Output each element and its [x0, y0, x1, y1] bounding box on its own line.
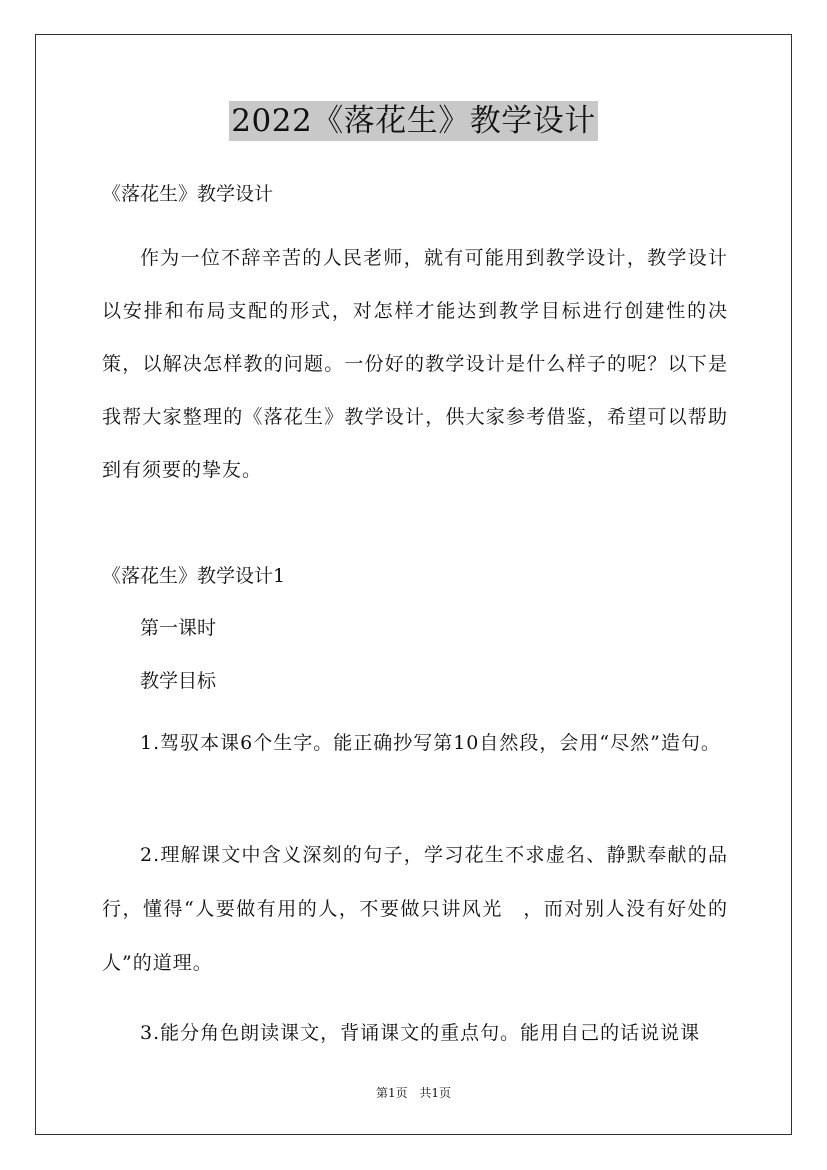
intro-paragraph: 作为一位不辞辛苦的人民老师，就有可能用到教学设计，教学设计以安排和布局支配的形式，对怎样才能达到教学目标进行创建性的决策，以解决怎样教的问题。一份好的教学设计是什么样子的呢？以下是我帮大家整理的《落花生》教学设计，供大家参考借鉴，希望可以帮助到有须要的挚友。	[102, 247, 728, 481]
title-container	[0, 101, 827, 141]
subtitle: 《落花生》教学设计	[102, 183, 274, 205]
page-footer	[0, 1084, 827, 1101]
objective-1: 1.驾驭本课6个生字。能正确抄写第10自然段，会用“尽然”造句。	[140, 732, 721, 754]
objective-3: 3.能分角色朗读课文，背诵课文的重点句。能用自己的话说说课	[140, 1022, 701, 1044]
section-heading: 《落花生》教学设计1	[102, 565, 286, 587]
lesson-label: 第一课时	[140, 617, 217, 639]
objectives-heading: 教学目标	[140, 670, 217, 692]
objective-2: 2.理解课文中含义深刻的句子，学习花生不求虚名、静默奉献的品行，懂得“人要做有用的人，不要做只讲风光 ，而对别人没有好处的人”的道理。	[102, 844, 728, 974]
page-total: 共1页	[419, 1086, 452, 1100]
document-title: 2022《落花生》教学设计	[231, 103, 596, 139]
page-number: 第1页	[375, 1086, 408, 1100]
